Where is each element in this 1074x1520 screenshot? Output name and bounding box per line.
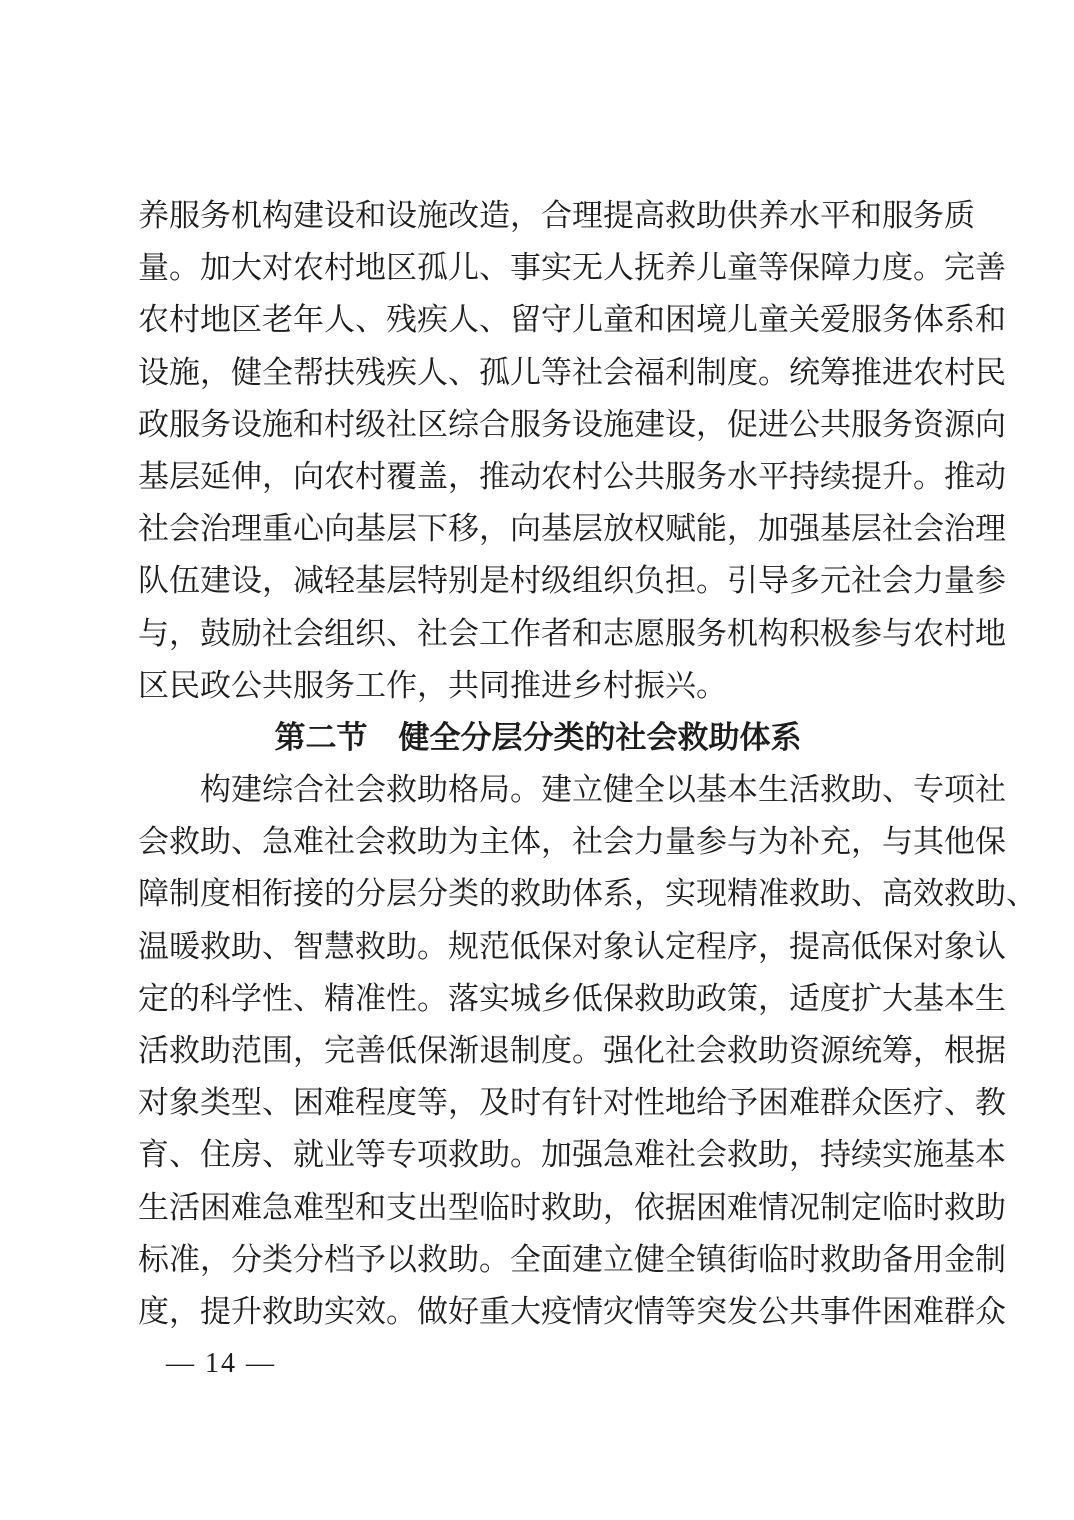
body-line: 农村地区老年人、残疾人、留守儿童和困境儿童关爱服务体系和 (138, 302, 1006, 338)
body-line: 设施，健全帮扶残疾人、孤儿等社会福利制度。统筹推进农村民 (138, 354, 1006, 390)
body-line: 对象类型、困难程度等，及时有针对性地给予困难群众医疗、教 (138, 1085, 1006, 1121)
body-line: 活救助范围，完善低保渐退制度。强化社会救助资源统筹，根据 (138, 1033, 1006, 1068)
body-line: 与，鼓励社会组织、社会工作者和志愿服务机构积极参与农村地 (138, 615, 1006, 651)
page-number: — 14 — (166, 1348, 276, 1379)
body-line: 温暖救助、智慧救助。规范低保对象认定程序，提高低保对象认 (138, 928, 1006, 964)
section-heading: 第二节 健全分层分类的社会救助体系 (274, 719, 802, 755)
body-line: 障制度相衔接的分层分类的救助体系，实现精准救助、高效救助、 (138, 876, 1037, 912)
body-line: 队伍建设，减轻基层特别是村级组织负担。引导多元社会力量参 (138, 563, 1006, 599)
body-line: 构建综合社会救助格局。建立健全以基本生活救助、专项社 (200, 772, 1006, 808)
body-line: 社会治理重心向基层下移，向基层放权赋能，加强基层社会治理 (138, 511, 1006, 547)
body-line: 基层延伸，向农村覆盖，推动农村公共服务水平持续提升。推动 (138, 458, 1006, 494)
body-line: 政服务设施和村级社区综合服务设施建设，促进公共服务资源向 (138, 406, 1006, 442)
body-line: 量。加大对农村地区孤儿、事实无人抚养儿童等保障力度。完善 (138, 250, 1006, 286)
body-line: 标准，分类分档予以救助。全面建立健全镇街临时救助备用金制 (138, 1241, 1006, 1277)
body-line: 会救助、急难社会救助为主体，社会力量参与为补充，与其他保 (138, 824, 1006, 860)
body-text (138, 190, 1037, 1338)
body-line: 育、住房、就业等专项救助。加强急难社会救助，持续实施基本 (138, 1137, 1006, 1173)
body-line: 养服务机构建设和设施改造，合理提高救助供养水平和服务质 (138, 198, 975, 233)
body-line: 度，提升救助实效。做好重大疫情灾情等突发公共事件困难群众 (138, 1293, 1006, 1329)
body-line: 生活困难急难型和支出型临时救助，依据困难情况制定临时救助 (138, 1189, 1006, 1225)
body-line: 定的科学性、精准性。落实城乡低保救助政策，适度扩大基本生 (138, 980, 1006, 1016)
body-line: 区民政公共服务工作，共同推进乡村振兴。 (138, 667, 727, 703)
